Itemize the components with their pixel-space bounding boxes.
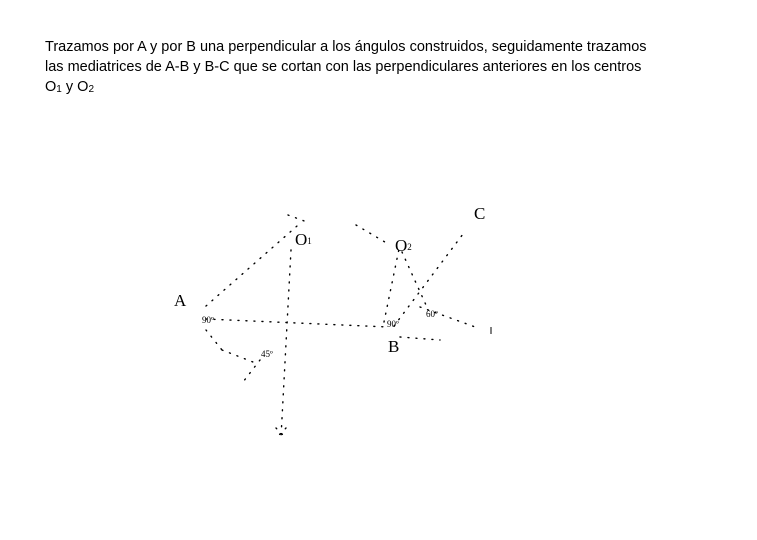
perpendicular-through-a <box>206 226 297 306</box>
mediatrix-a-b <box>281 250 291 437</box>
angle-90-at-b <box>387 319 399 329</box>
o1-top-segment <box>288 215 307 222</box>
caption-o2-subscript: 2 <box>88 84 94 95</box>
center-o2-letter: O <box>395 236 408 255</box>
center-o2-subscript: 2 <box>407 242 412 252</box>
caption-o1-letter: O <box>45 79 57 95</box>
point-b-label: B <box>388 337 400 356</box>
center-o1-letter: O <box>295 230 308 249</box>
point-c-label: C <box>474 204 486 223</box>
line-o1-o2-top <box>356 225 390 245</box>
line-45-construction <box>222 350 253 362</box>
point-a-label: A <box>174 291 187 310</box>
caption-line-1: Trazamos por A y por B una perpendicular a los ángulos construidos, seguidamente trazamos <box>45 39 647 55</box>
line-45-down-arm <box>243 360 260 382</box>
perpendicular-through-b <box>384 249 399 322</box>
line-b-right <box>400 337 440 340</box>
center-o1-subscript: 1 <box>307 236 312 246</box>
mediatrix-end-cross-1 <box>276 428 286 438</box>
angle-90-at-b-value: 90 <box>387 319 396 329</box>
caption-o2-letter: y O <box>61 79 89 95</box>
line-a-b <box>206 319 388 327</box>
caption-line-2: las mediatrices de A-B y B-C que se cortan con las perpendiculares anteriores en los centros <box>45 59 642 75</box>
angle-90-at-b-degree: º <box>396 319 399 329</box>
angle-45: 45º <box>261 349 273 359</box>
caption-o1-subscript: 1 <box>56 84 62 95</box>
angle-60: 60º <box>426 309 438 319</box>
line-o2-to-60 <box>402 252 426 305</box>
angle-90-at-a: 90º <box>202 315 214 325</box>
mediatrix-end-cross-2 <box>276 428 286 438</box>
center-o1-label <box>295 230 312 249</box>
center-o2-label <box>395 236 412 255</box>
line-a-45-down <box>206 330 222 350</box>
